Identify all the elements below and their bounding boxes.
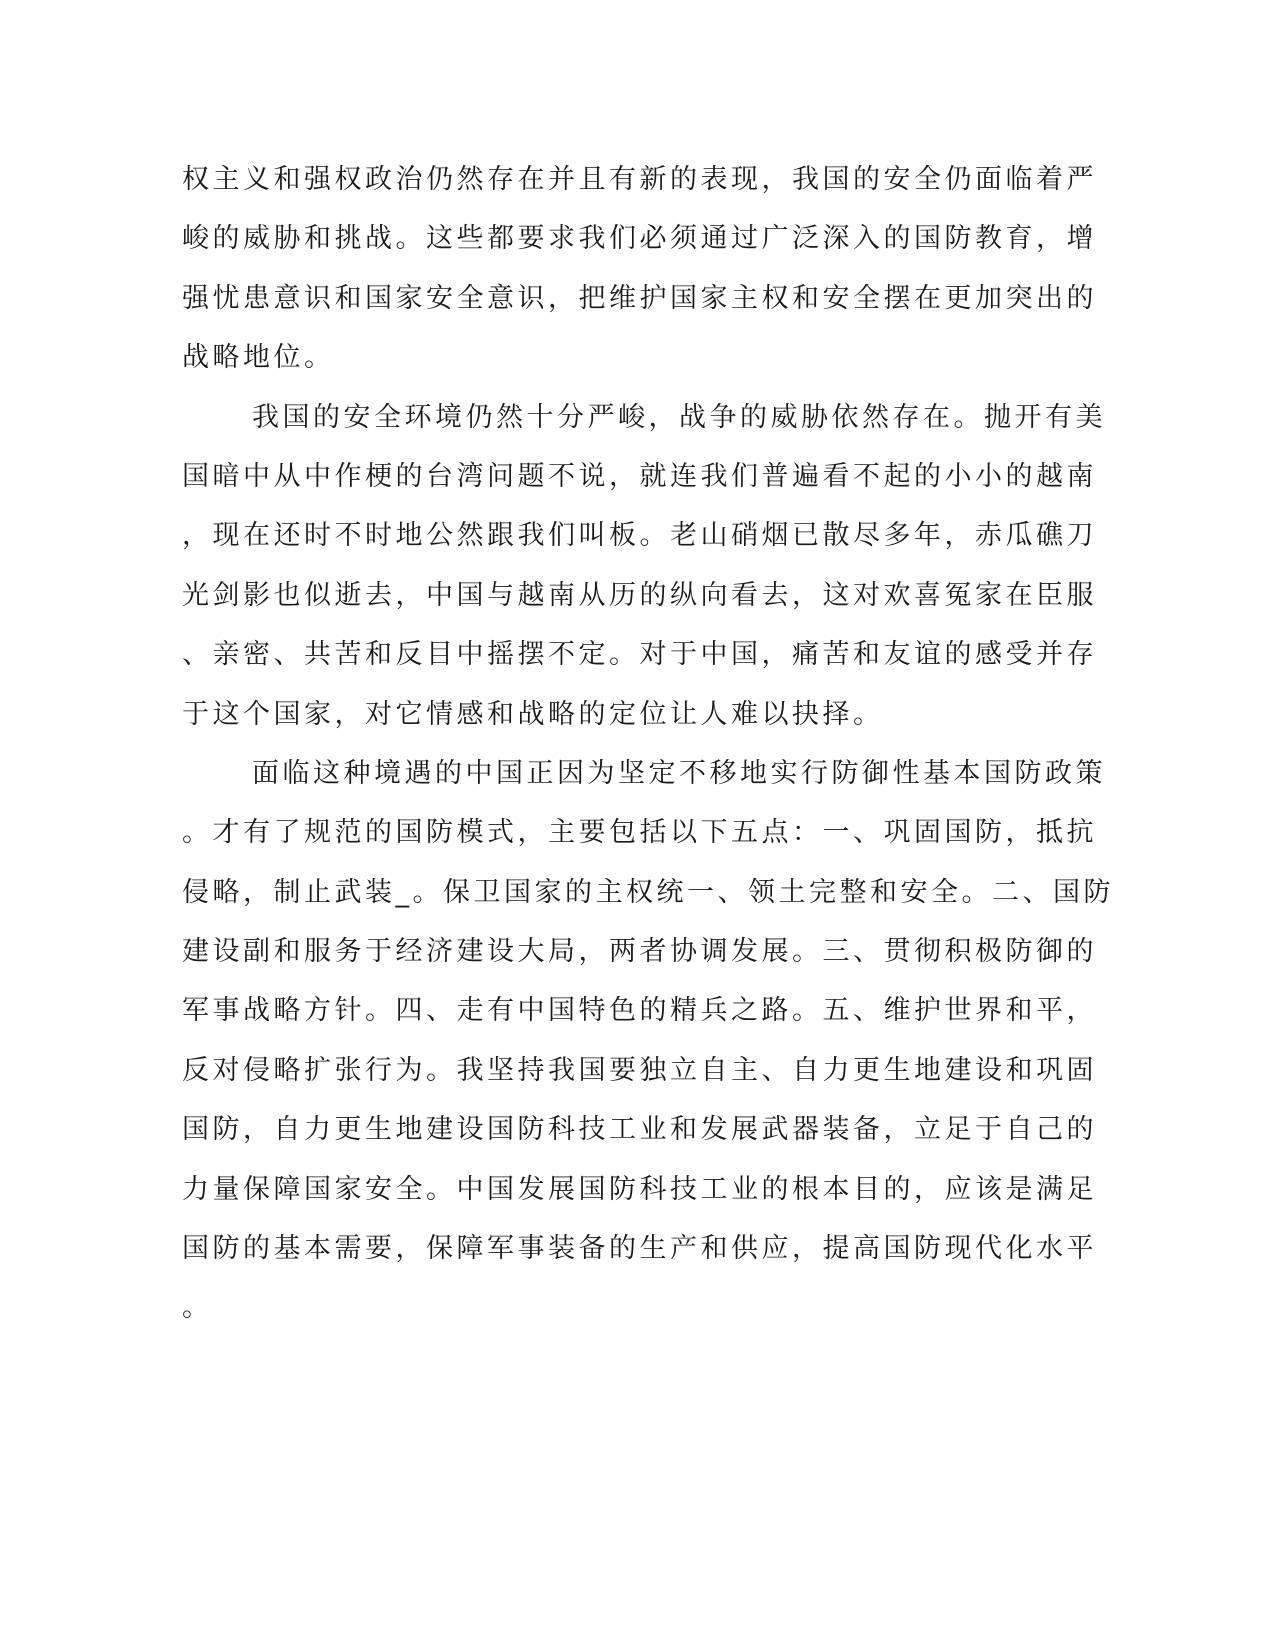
paragraph-2 (182, 388, 1106, 744)
text-line: 力量保障国家安全。中国发展国防科技工业的根本目的，应该是满足 (182, 1173, 1097, 1205)
text-line: 军事战略方针。四、走有中国特色的精兵之路。五、维护世界和平， (182, 995, 1097, 1027)
text-line: 国防，自力更生地建设国防科技工业和发展武器装备，立足于自己的 (182, 1114, 1097, 1146)
text-line: 峻的威胁和挑战。这些都要求我们必须通过广泛深入的国防教育，增 (182, 223, 1097, 255)
text-line: 国防的基本需要，保障军事装备的生产和供应，提高国防现代化水平 (182, 1233, 1097, 1265)
text-line: 于这个国家，对它情感和战略的定位让人难以抉择。 (182, 698, 884, 730)
text-line: 。 (182, 1292, 213, 1324)
paragraph-3 (182, 744, 1114, 1338)
document-body (182, 150, 1114, 1338)
text-line: 、亲密、共苦和反目中摇摆不定。对于中国，痛苦和友谊的感受并存 (182, 639, 1097, 671)
text-line: 面临这种境遇的中国正因为坚定不移地实行防御性基本国防政策 (252, 757, 1106, 789)
paragraph-1 (182, 150, 1097, 388)
text-line: 反对侵略扩张行为。我坚持我国要独立自主、自力更生地建设和巩固 (182, 1054, 1097, 1086)
text-line: 侵略，制止武装_。保卫国家的主权统一、领土完整和安全。二、国防 (182, 876, 1114, 908)
text-line: 国暗中从中作梗的台湾问题不说，就连我们普遍看不起的小小的越南 (182, 460, 1097, 492)
text-line: 光剑影也似逝去，中国与越南从历的纵向看去，这对欢喜冤家在臣服 (182, 579, 1097, 611)
text-line: 强忧患意识和国家安全意识，把维护国家主权和安全摆在更加突出的 (182, 282, 1097, 314)
text-line: 我国的安全环境仍然十分严峻，战争的威胁依然存在。抛开有美 (252, 401, 1106, 433)
text-line: 权主义和强权政治仍然存在并且有新的表现，我国的安全仍面临着严 (182, 164, 1097, 195)
text-line: ，现在还时不时地公然跟我们叫板。老山硝烟已散尽多年，赤瓜礁刀 (182, 520, 1097, 552)
text-line: 。才有了规范的国防模式，主要包括以下五点：一、巩固国防，抵抗 (182, 817, 1097, 849)
text-line: 战略地位。 (182, 342, 335, 374)
text-line: 建设副和服务于经济建设大局，两者协调发展。三、贯彻积极防御的 (182, 936, 1097, 968)
